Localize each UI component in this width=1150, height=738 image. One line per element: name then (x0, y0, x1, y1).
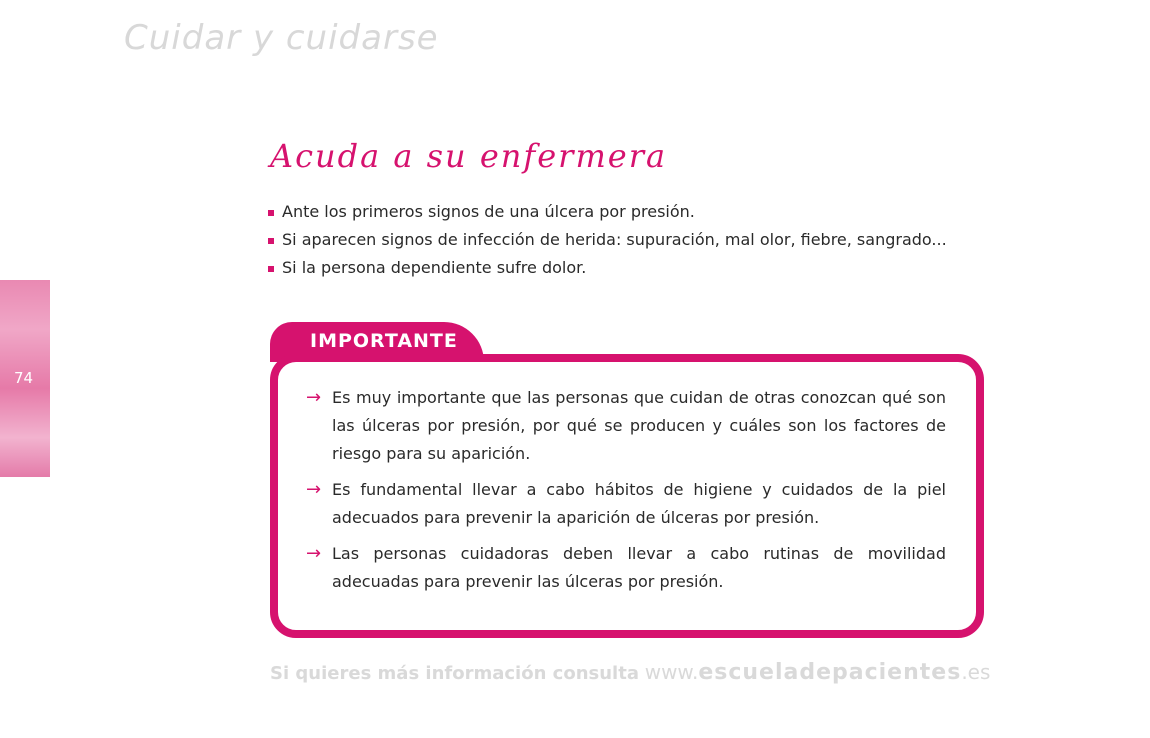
bullet-list (268, 198, 947, 282)
footer-www[interactable]: www. (644, 660, 699, 684)
important-list (306, 384, 946, 604)
list-item (268, 198, 947, 226)
list-item-text: Si la persona dependiente sufre dolor. (282, 258, 587, 277)
bullet-square-icon (268, 210, 274, 216)
section-title: Acuda a su enfermera (270, 137, 668, 175)
bullet-square-icon (268, 238, 274, 244)
footer-text: Si quieres más información consulta (270, 663, 639, 684)
important-item (306, 384, 946, 468)
arrow-right-icon: → (306, 387, 322, 408)
important-item-text: Es muy importante que las personas que cuidan de otras conozcan qué son las úlceras por presión, por qué se producen y cuáles son los factores de riesgo para su aparición. (332, 388, 946, 463)
important-item (306, 476, 946, 532)
list-item-text: Ante los primeros signos de una úlcera por presión. (282, 202, 695, 221)
important-item-text: Es fundamental llevar a cabo hábitos de higiene y cuidados de la piel adecuados para prevenir la aparición de úlceras por presión. (332, 480, 946, 527)
footer (270, 660, 990, 685)
arrow-right-icon: → (306, 479, 322, 500)
bullet-square-icon (268, 266, 274, 272)
page-number: 74 (14, 369, 34, 387)
header-title: Cuidar y cuidarse (124, 18, 439, 58)
list-item (268, 254, 947, 282)
footer-tld[interactable]: .es (961, 660, 991, 684)
list-item (268, 226, 947, 254)
important-item-text: Las personas cuidadoras deben llevar a cabo rutinas de movilidad adecuadas para prevenir las úlceras por presión. (332, 544, 946, 591)
arrow-right-icon: → (306, 543, 322, 564)
important-item (306, 540, 946, 596)
important-label: IMPORTANTE (310, 330, 458, 352)
footer-domain[interactable]: escueladepacientes (698, 660, 962, 685)
list-item-text: Si aparecen signos de infección de herida: supuración, mal olor, fiebre, sangrado... (282, 230, 947, 249)
